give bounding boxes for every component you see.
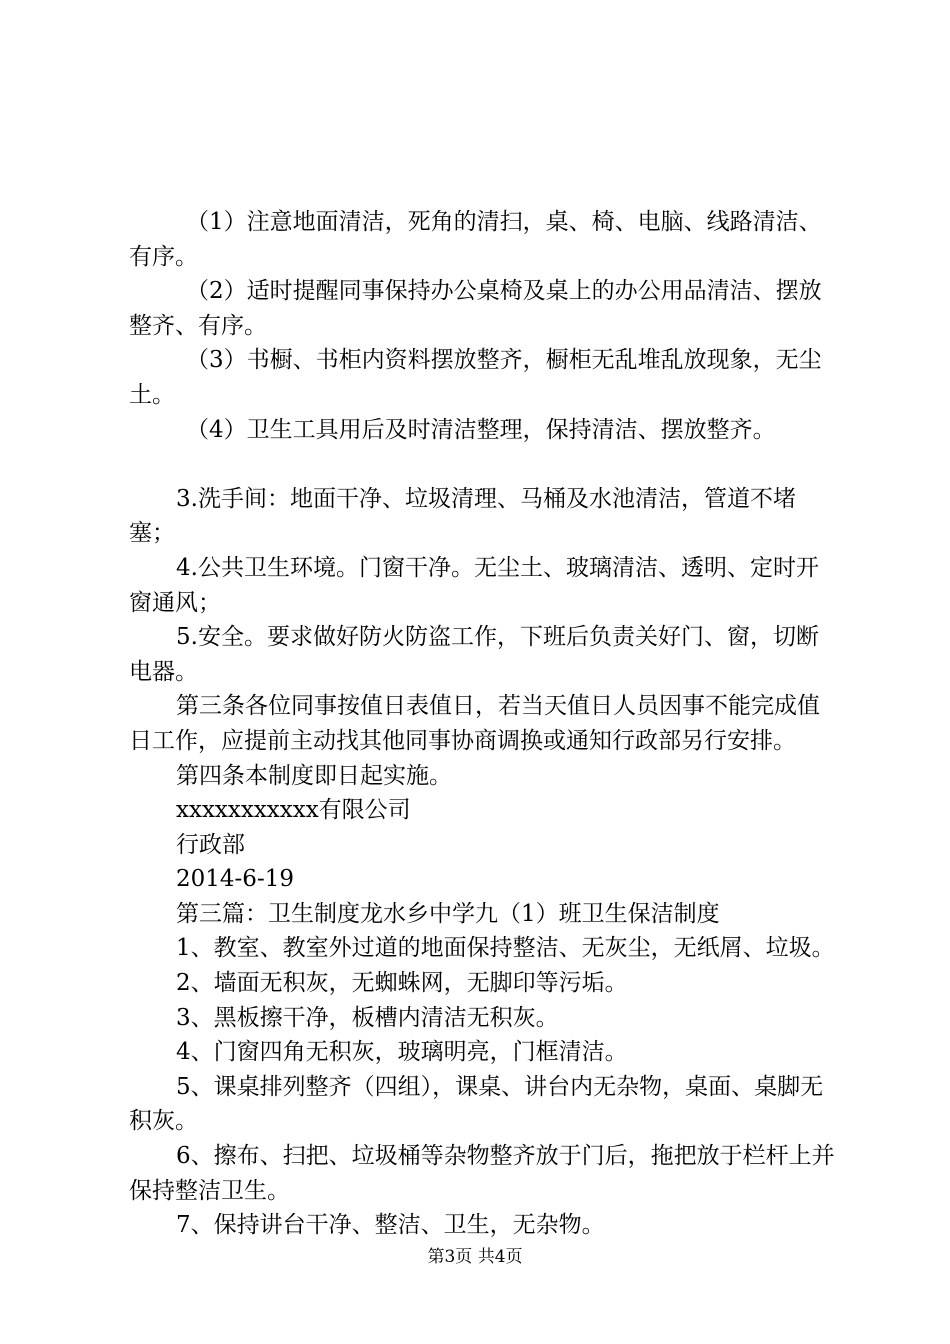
section-heading: 第三篇：卫生制度龙水乡中学九（1）班卫生保洁制度 xyxy=(176,900,720,927)
list-item: 4、门窗四角无积灰，玻璃明亮，门框清洁。 xyxy=(176,1039,628,1066)
paragraph: 3.洗手间：地面干净、垃圾清理、马桶及水池清洁，管道不堵塞； xyxy=(129,485,796,547)
blank-line xyxy=(0,447,950,482)
page-footer xyxy=(0,1242,950,1267)
list-item: 2、墙面无积灰，无蜘蛛网，无脚印等污垢。 xyxy=(176,970,628,997)
paragraph: （4）卫生工具用后及时清洁整理，保持清洁、摆放整齐。 xyxy=(186,416,776,443)
paragraph: 4.公共卫生环境。门窗干净。无尘土、玻璃清洁、透明、定时开窗通风； xyxy=(129,554,819,616)
list-item: 5、课桌排列整齐（四组），课桌、讲台内无杂物，桌面、桌脚无积灰。 xyxy=(129,1073,824,1135)
document-body xyxy=(0,205,950,1243)
article-paragraph: 第三条各位同事按值日表值日，若当天值日人员因事不能完成值日工作，应提前主动找其他同事协商调换或通知行政部另行安排。 xyxy=(129,693,820,754)
paragraph: 5.安全。要求做好防火防盗工作，下班后负责关好门、窗，切断电器。 xyxy=(129,624,819,685)
paragraph: （2）适时提醒同事保持办公桌椅及桌上的办公用品清洁、摆放整齐、有序。 xyxy=(129,278,822,339)
department-name: 行政部 xyxy=(176,831,245,858)
list-item: 3、黑板擦干净，板槽内清洁无积灰。 xyxy=(176,1004,559,1031)
list-item: 1、教室、教室外过道的地面保持整洁、无灰尘，无纸屑、垃圾。 xyxy=(176,935,835,962)
page-number: 第3页 共4页 xyxy=(427,1247,523,1267)
list-item: 6、擦布、扫把、垃圾桶等杂物整齐放于门后，拖把放于栏杆上并保持整洁卫生。 xyxy=(129,1143,835,1204)
article-paragraph: 第四条本制度即日起实施。 xyxy=(176,762,452,789)
document-date: 2014-6-19 xyxy=(176,866,294,893)
company-name: xxxxxxxxxxx有限公司 xyxy=(176,797,411,824)
paragraph: （1）注意地面清洁，死角的清扫，桌、椅、电脑、线路清洁、有序。 xyxy=(129,209,822,270)
list-item: 7、保持讲台干净、整洁、卫生，无杂物。 xyxy=(176,1212,605,1239)
paragraph: （3）书橱、书柜内资料摆放整齐，橱柜无乱堆乱放现象，无尘土。 xyxy=(129,347,822,408)
